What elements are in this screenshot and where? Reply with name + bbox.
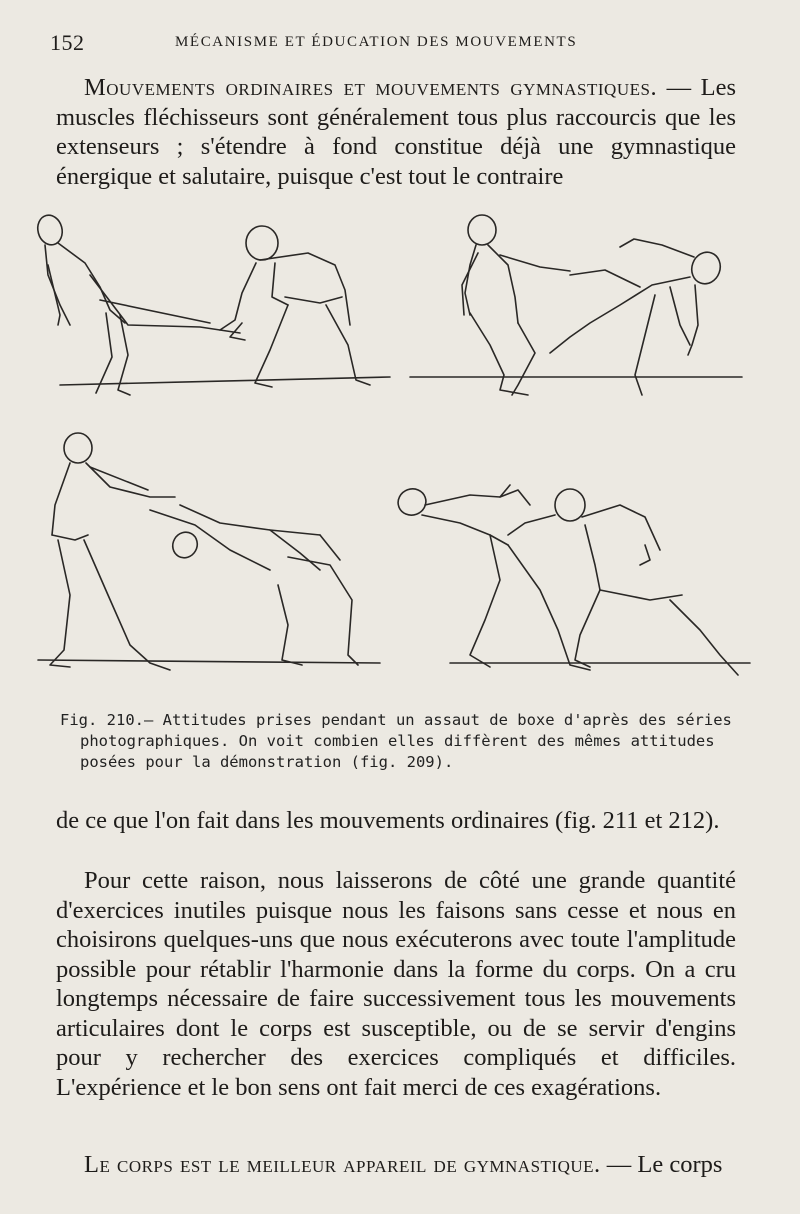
boxer-sketch-6 <box>150 505 358 665</box>
caption-line-1: Fig. 210.— Attitudes prises pendant un assaut de boxe d'après des séries <box>60 711 732 729</box>
page-number: 152 <box>50 30 85 55</box>
caption-line-3: posées pour la démonstration (fig. 209). <box>80 753 454 771</box>
page-header <box>50 30 750 56</box>
running-title: MÉCANISME ET ÉDUCATION DES MOUVEMENTS <box>175 34 578 50</box>
boxer-sketch-2 <box>220 226 370 387</box>
paragraph-mouvements-ordinaires <box>56 73 736 191</box>
section-heading-mouvements: Mouvements ordinaires et mouvements gymnastiques. <box>84 74 658 101</box>
paragraph-le-corps <box>56 1150 736 1180</box>
figure-boxing-illustration <box>30 205 770 705</box>
boxer-sketch-1 <box>35 212 240 395</box>
paragraph-continuation: de ce que l'on fait dans les mouvements ordinaires (fig. 211 et 212). <box>56 807 720 834</box>
boxer-sketch-4 <box>550 239 725 395</box>
paragraph-pour-cette-raison: Pour cette raison, nous laisserons de côté une grande quantité d'exercices inutiles puisque nous les faisons sans cesse et nous en choisirons quelques-uns que nous exécuterons avec toute l'amplitude possible pour rétablir l'harmonie dans la forme du corps. On a cru longtemps nécessaire de faire successivement tous les mouvements articulaires dont le corps est susceptible, ou de se servir d'engins pour y rechercher des exercices compliqués et difficiles. L'expérience et le bon sens ont fait merci de ces exagérations. <box>56 867 736 1101</box>
paragraph-text: — Le corps <box>600 1151 723 1178</box>
boxer-sketch-5 <box>50 433 175 670</box>
caption-line-2: photographiques. On voit combien elles diffèrent des mêmes attitudes <box>80 732 715 750</box>
boxer-sketch-3 <box>462 215 570 395</box>
paragraph-text: — Les muscles fléchisseurs sont généralement tous plus raccourcis que les extenseurs ; s'étendre à fond constitue déjà une gymnastique énergique et salutaire, puisque c'est tout le contraire <box>56 74 736 190</box>
boxer-sketch-7 <box>394 485 590 670</box>
boxing-sketches-image <box>30 205 770 705</box>
boxer-sketch-8 <box>508 489 738 675</box>
section-heading-le-corps: Le corps est le meilleur appareil de gymnastique. <box>84 1151 601 1178</box>
figure-caption <box>60 710 740 773</box>
